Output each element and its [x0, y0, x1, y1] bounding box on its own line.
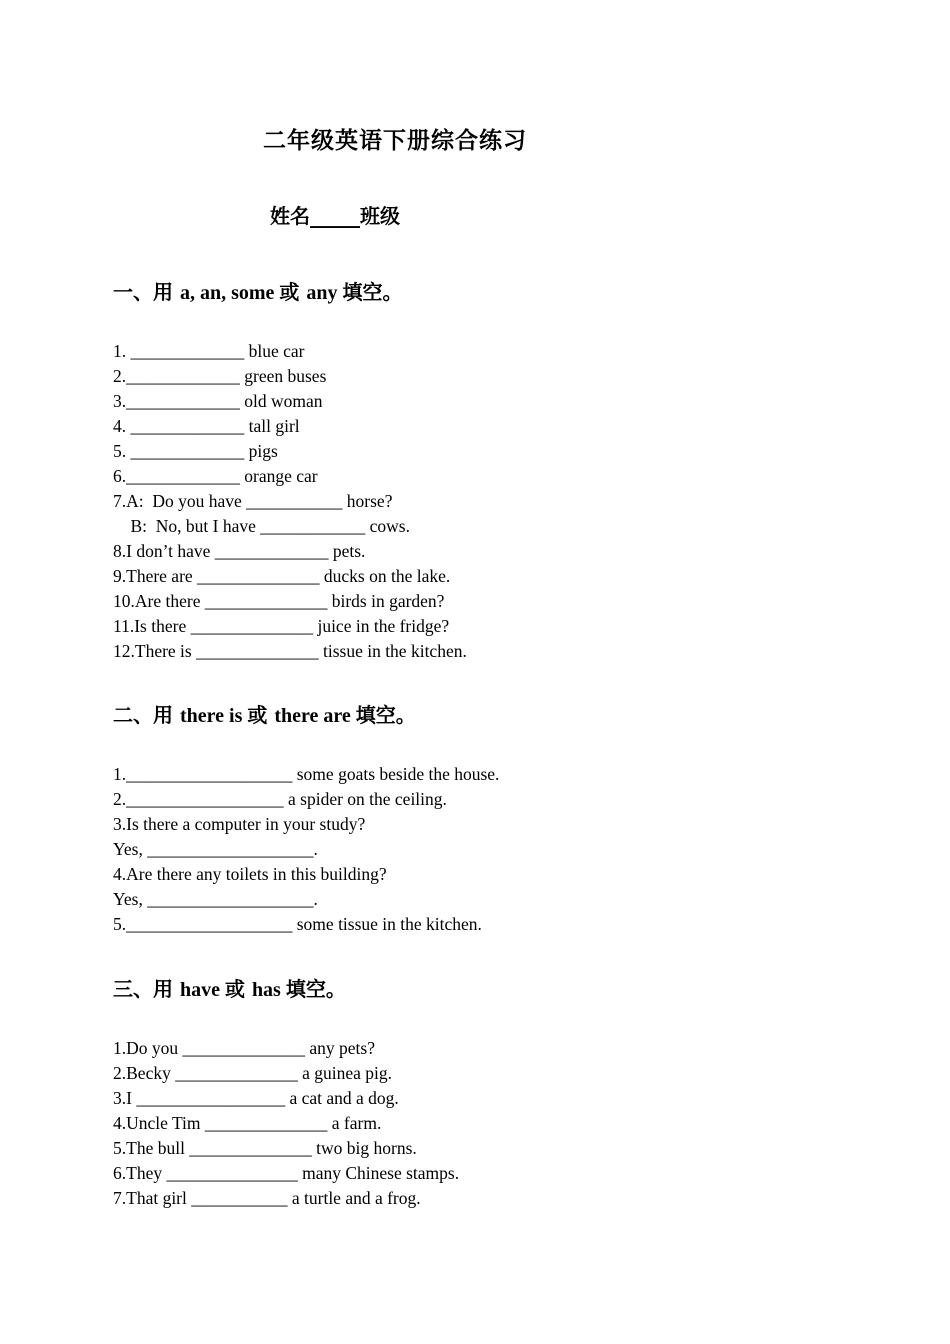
- exercise-item: 1.Do you ______________ any pets?: [113, 1038, 375, 1058]
- heading-part: there are: [274, 705, 356, 727]
- exercise-item: 2._____________ green buses: [113, 366, 327, 386]
- heading-part: 一、用: [113, 280, 180, 304]
- exercise-item: 4. _____________ tall girl: [113, 416, 300, 436]
- heading-part: a, an, some: [179, 282, 280, 304]
- exercise-item: 7.A: Do you have ___________ horse?: [113, 491, 393, 511]
- exercise-item: 3.Is there a computer in your study?: [113, 814, 366, 834]
- exercise-item: 1. _____________ blue car: [113, 341, 305, 361]
- exercise-item: B: No, but I have ____________ cows.: [113, 516, 410, 536]
- heading-part: have: [179, 979, 225, 1001]
- exercise-item: 2.__________________ a spider on the ceiling.: [113, 789, 447, 809]
- heading-part: 或: [224, 977, 252, 1001]
- exercise-item: 3.I _________________ a cat and a dog.: [113, 1088, 399, 1108]
- heading-part: 二、用: [113, 703, 180, 727]
- name-class-line: 姓名_____班级: [270, 204, 400, 228]
- exercise-item: 11.Is there ______________ juice in the fridge?: [113, 616, 450, 636]
- section-1-items: [113, 339, 467, 664]
- exercise-item: 7.That girl ___________ a turtle and a frog.: [113, 1188, 421, 1208]
- section-2-heading: [113, 699, 416, 728]
- section-3-items: [113, 1036, 459, 1211]
- heading-part: 三、用: [113, 977, 180, 1001]
- exercise-item: 8.I don’t have _____________ pets.: [113, 541, 366, 561]
- exercise-item: 2.Becky ______________ a guinea pig.: [113, 1063, 392, 1083]
- section-2-items: [113, 762, 499, 937]
- heading-part: has: [251, 979, 286, 1001]
- worksheet-title: 二年级英语下册综合练习: [263, 128, 527, 154]
- exercise-item: 5.The bull ______________ two big horns.: [113, 1138, 417, 1158]
- heading-part: 填空。: [355, 703, 416, 727]
- heading-part: any: [306, 282, 343, 304]
- exercise-item: 4.Are there any toilets in this building?: [113, 864, 387, 884]
- heading-part: there is: [179, 705, 248, 727]
- exercise-item: 4.Uncle Tim ______________ a farm.: [113, 1113, 382, 1133]
- exercise-item: 12.There is ______________ tissue in the kitchen.: [113, 641, 467, 661]
- exercise-item: 6._____________ orange car: [113, 466, 318, 486]
- section-1-heading: [113, 276, 403, 305]
- exercise-item: 3._____________ old woman: [113, 391, 323, 411]
- exercise-item: 10.Are there ______________ birds in garden?: [113, 591, 445, 611]
- section-3-heading: [113, 973, 346, 1002]
- exercise-item: 1.___________________ some goats beside the house.: [113, 764, 500, 784]
- heading-part: 或: [279, 280, 307, 304]
- exercise-item: Yes, ___________________.: [113, 839, 318, 859]
- exercise-item: Yes, ___________________.: [113, 889, 318, 909]
- exercise-item: 9.There are ______________ ducks on the lake.: [113, 566, 451, 586]
- exercise-item: 6.They _______________ many Chinese stamps.: [113, 1163, 460, 1183]
- exercise-item: 5.___________________ some tissue in the kitchen.: [113, 914, 482, 934]
- heading-part: 或: [247, 703, 275, 727]
- exercise-item: 5. _____________ pigs: [113, 441, 278, 461]
- heading-part: 填空。: [342, 280, 403, 304]
- heading-part: 填空。: [285, 977, 346, 1001]
